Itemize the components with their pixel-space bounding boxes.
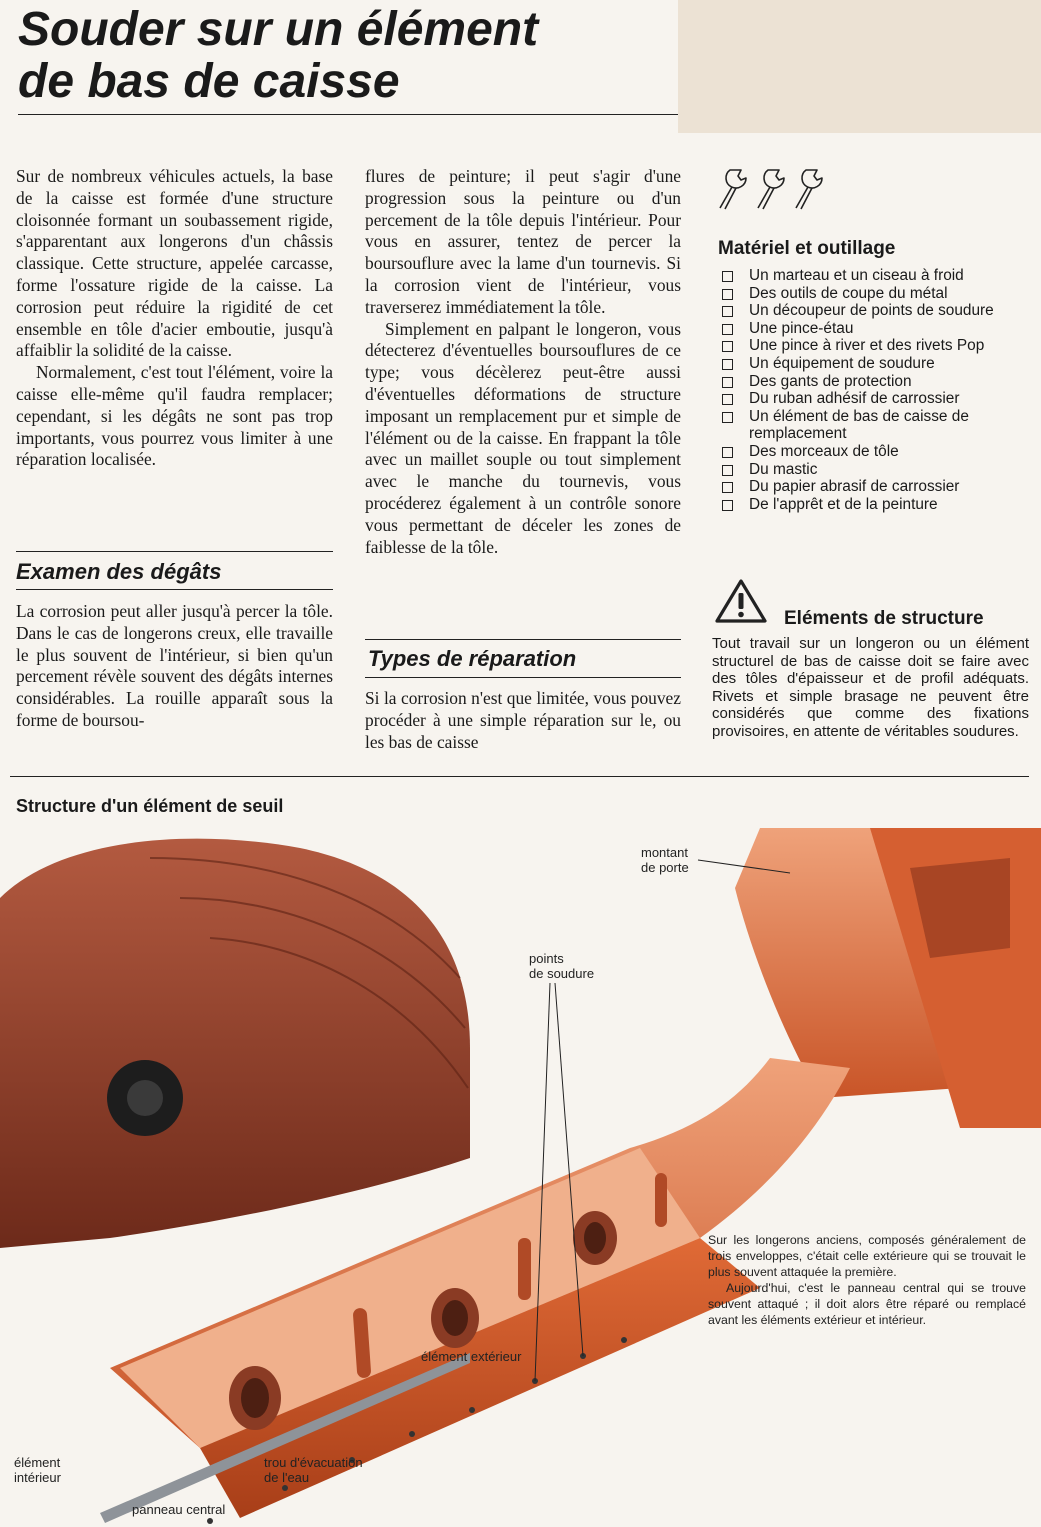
divider: [365, 677, 681, 678]
label-interieur: [14, 1455, 61, 1485]
col2-paragraph-1: flures de peinture; il peut s'agir d'une progression sous la peinture ou d'un percement de la tôle depuis l'intérieur. Pour vous en assurer, tentez de percer la boursouflure avec la lame d'un tournevis. Si la corrosion vient de l'intérieur, vous traverserez immédiatement la tôle.: [365, 166, 681, 317]
column-1-bottom: [16, 601, 333, 732]
column-2: [365, 166, 681, 558]
list-item[interactable]: [720, 285, 1032, 303]
list-item[interactable]: [720, 443, 1032, 461]
materials-list: [720, 267, 1032, 513]
wrench-icon: [716, 166, 836, 212]
list-item[interactable]: [720, 320, 1032, 338]
list-item[interactable]: [720, 408, 1032, 443]
list-item-label: Des gants de protection: [749, 372, 912, 390]
list-item[interactable]: [720, 267, 1032, 285]
column-1: [16, 166, 333, 471]
label-line: de porte: [641, 860, 689, 875]
title-line-2: de bas de caisse: [18, 55, 400, 108]
heading-types: Types de réparation: [368, 646, 577, 671]
label-montant: [641, 845, 689, 875]
checkbox[interactable]: [722, 306, 733, 317]
label-line: points: [529, 951, 564, 966]
list-item[interactable]: [720, 478, 1032, 496]
checkbox[interactable]: [722, 271, 733, 282]
col2-paragraph-2: Simplement en palpant le longeron, vous détecterez d'éventuelles boursouflures de ce type; vous décèlerez peut-être aussi d'éventuelles déformations de structure imposant un remplacement pur et simple de l'élément ou de la caisse. En frappant la tôle avec un maillet souple ou tout simplement avec le manche du tournevis, vous procéderez également à un contrôle sonore vous permettant de déceler les zones de faiblesse de la tôle.: [365, 318, 681, 557]
label-exterieur: élément extérieur: [421, 1349, 522, 1364]
title-rule: [18, 114, 678, 115]
list-item-label: Un découpeur de points de soudure: [749, 302, 994, 320]
col1-paragraph-3: La corrosion peut aller jusqu'à percer la tôle. Dans le cas de longerons creux, elle travaille le plus souvent de l'intérieur, si bien qu'un percement révèle souvent des dégâts internes considérables. La rouille apparaît sous la forme de boursou-: [16, 601, 333, 730]
checkbox[interactable]: [722, 447, 733, 458]
col1-paragraph-2: Normalement, c'est tout l'élément, voire la caisse elle-même qu'il faudra remplacer; cependant, si les dégâts ne sont pas trop importants, vous pourrez vous limiter à une réparation localisée.: [16, 362, 333, 470]
label-trou: [264, 1455, 363, 1485]
list-item-label: Une pince à river et des rivets Pop: [749, 337, 985, 355]
col1-paragraph-1: Sur de nombreux véhicules actuels, la base de la caisse est formée d'une structure cloisonnée formant un soubassement rigide, s'apparentant aux longerons d'un châssis classique. Cette structure, appelée carcasse, forme l'ossature rigide de la caisse. La corrosion peut réduire la rigidité de cet ensemble en tôle d'acier emboutie, jusqu'à affaiblir la solidité de la caisse.: [16, 166, 333, 361]
list-item-label: Du papier abrasif de carrossier: [749, 478, 960, 496]
checkbox[interactable]: [722, 377, 733, 388]
list-item-label: Une pince-étau: [749, 319, 854, 337]
label-line: trou d'évacuation: [264, 1455, 363, 1470]
list-item[interactable]: [720, 373, 1032, 391]
list-item-label: Du ruban adhésif de carrossier: [749, 390, 960, 408]
col2-paragraph-3: Si la corrosion n'est que limitée, vous pouvez procéder à une simple réparation sur le, ou les bas de caisse: [365, 688, 681, 752]
seat: [0, 839, 470, 1248]
label-line: de soudure: [529, 966, 595, 981]
list-item-label: Un marteau et un ciseau à froid: [749, 267, 964, 284]
divider: [16, 589, 333, 590]
caption-paragraph-2: Aujourd'hui, c'est le panneau central qui se trouve souvent attaqué ; il doit alors être réparé ou remplacé avant les éléments extérieur et intérieur.: [708, 1281, 1026, 1327]
structure-text: Tout travail sur un longeron ou un élément structurel de bas de caisse doit se faire avec des tôles d'épaisseur et de profil adéquats. Rivets et simple brasage ne peuvent être considérés que comme des fixations provisoires, en attente de véritables soudures.: [712, 635, 1029, 740]
page-title: [18, 4, 538, 108]
divider: [16, 551, 333, 552]
list-item[interactable]: [720, 390, 1032, 408]
list-item-label: Un élément de bas de caisse de remplacement: [749, 407, 969, 443]
title-line-1: Souder sur un élément: [18, 3, 539, 56]
figure-title: Structure d'un élément de seuil: [16, 796, 284, 816]
label-line: intérieur: [14, 1470, 61, 1485]
label-line: de l'eau: [264, 1470, 310, 1485]
checkbox[interactable]: [722, 500, 733, 511]
list-item-label: Un équipement de soudure: [749, 354, 935, 372]
list-item[interactable]: [720, 337, 1032, 355]
section-divider: [10, 776, 1029, 777]
label-line: élément: [14, 1455, 61, 1470]
column-2-bottom: [365, 688, 681, 753]
heading-examen: Examen des dégâts: [16, 559, 222, 584]
checkbox[interactable]: [722, 465, 733, 476]
checkbox[interactable]: [722, 341, 733, 352]
corner-tint: [678, 0, 1041, 133]
checkbox[interactable]: [722, 359, 733, 370]
label-central: panneau central: [132, 1502, 226, 1517]
materials-title: Matériel et outillage: [718, 238, 896, 259]
checkbox[interactable]: [722, 412, 733, 423]
checkbox[interactable]: [722, 394, 733, 405]
checkbox[interactable]: [722, 482, 733, 493]
structure-title: Eléments de structure: [784, 608, 984, 629]
list-item-label: De l'apprêt et de la peinture: [749, 495, 938, 513]
list-item[interactable]: [720, 461, 1032, 479]
figure-caption: [708, 1232, 1026, 1328]
list-item-label: Du mastic: [749, 460, 818, 478]
label-points: [529, 951, 594, 981]
checkbox[interactable]: [722, 324, 733, 335]
list-item[interactable]: [720, 302, 1032, 320]
list-item[interactable]: [720, 496, 1032, 514]
caption-paragraph-1: Sur les longerons anciens, composés généralement de trois enveloppes, c'était celle extérieure qui se trouvait le plus souvent attaquée la première.: [708, 1233, 1026, 1279]
list-item-label: Des morceaux de tôle: [749, 442, 899, 460]
checkbox[interactable]: [722, 289, 733, 300]
divider: [365, 639, 681, 640]
warning-icon: [714, 578, 768, 624]
sill-illustration: [0, 828, 1041, 1527]
label-line: montant: [641, 845, 688, 860]
list-item-label: Des outils de coupe du métal: [749, 284, 948, 302]
list-item[interactable]: [720, 355, 1032, 373]
